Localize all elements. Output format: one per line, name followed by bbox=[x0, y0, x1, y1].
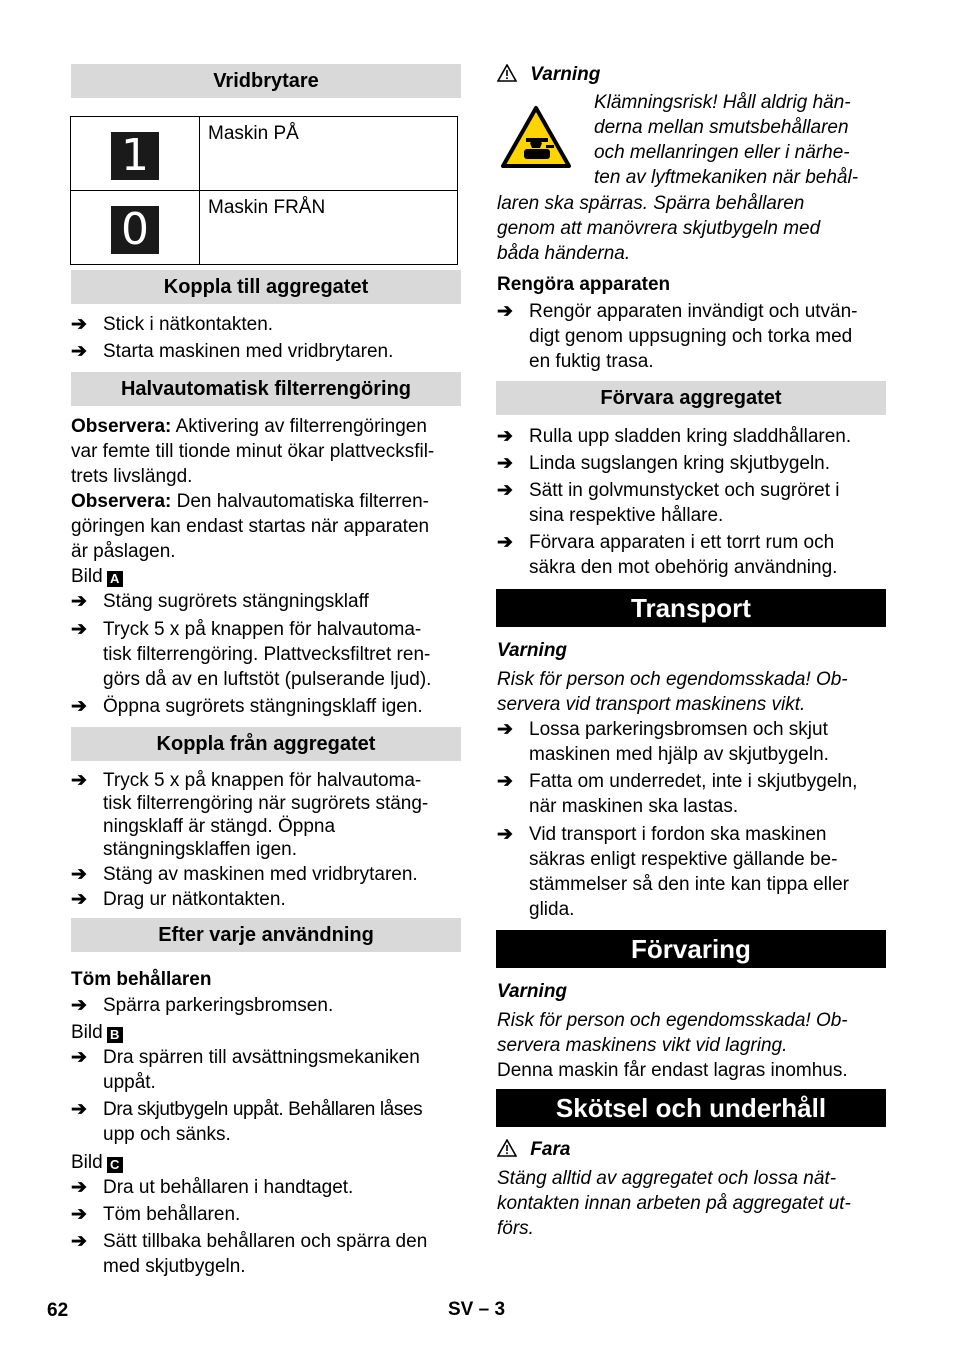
arrow-right-icon: ➔ bbox=[71, 770, 87, 791]
arrow-right-icon: ➔ bbox=[497, 532, 513, 553]
list-item: ➔ Stäng av maskinen med vridbrytaren. bbox=[71, 864, 418, 885]
list-item: ➔ Starta maskinen med vridbrytaren. bbox=[71, 341, 394, 362]
warning-triangle-icon bbox=[497, 1139, 517, 1157]
list-item: ➔ Stick i nätkontakten. bbox=[71, 314, 274, 335]
section-heading-koppla-till: Koppla till aggregatet bbox=[71, 270, 461, 304]
forvaring-warning-label: Varning bbox=[497, 981, 568, 1002]
arrow-right-icon: ➔ bbox=[497, 426, 513, 447]
list-item: ➔ Fatta om underredet, inte i skjutbygeln, när maskinen ska lastas. bbox=[497, 771, 858, 817]
list-item: ➔ Dra skjutbygeln uppåt. Behållaren låses upp och sänks. bbox=[71, 1099, 423, 1145]
arrow-right-icon: ➔ bbox=[497, 771, 513, 792]
list-item: ➔ Öppna sugrörets stängningsklaff igen. bbox=[71, 696, 423, 717]
section-heading-vridbrytare: Vridbrytare bbox=[71, 64, 461, 98]
list-item: ➔ Dra ut behållaren i handtaget. bbox=[71, 1177, 354, 1198]
arrow-right-icon: ➔ bbox=[71, 619, 87, 640]
subheading-rengora: Rengöra apparaten bbox=[497, 274, 671, 295]
arrow-right-icon: ➔ bbox=[71, 889, 87, 910]
list-item: ➔ Sätt tillbaka behållaren och spärra den med skjutbygeln. bbox=[71, 1231, 428, 1277]
section-heading-forvaring: Förvaring bbox=[496, 930, 886, 968]
list-item: ➔ Töm behållaren. bbox=[71, 1204, 241, 1225]
section-heading-efter-varje: Efter varje användning bbox=[71, 918, 461, 952]
switch-table bbox=[70, 116, 458, 265]
transport-warning-label: Varning bbox=[497, 640, 568, 661]
figure-letter-a: A bbox=[107, 571, 123, 587]
section-heading-halvautomatisk: Halvautomatisk filterrengöring bbox=[71, 372, 461, 406]
table-row bbox=[71, 117, 458, 191]
arrow-right-icon: ➔ bbox=[497, 824, 513, 845]
list-item: ➔ Förvara apparaten i ett torrt rum och säkra den mot obehörig användning. bbox=[497, 532, 838, 578]
pinch-hazard-icon bbox=[500, 105, 572, 170]
section-page-label: SV – 3 bbox=[448, 1299, 506, 1320]
list-item: ➔ Stäng sugrörets stängningsklaff bbox=[71, 591, 369, 612]
arrow-right-icon: ➔ bbox=[71, 1204, 87, 1225]
list-item: ➔ Lossa parkeringsbromsen och skjut maskinen med hjälp av skjutbygeln. bbox=[497, 719, 829, 765]
arrow-right-icon: ➔ bbox=[71, 1099, 87, 1120]
arrow-right-icon: ➔ bbox=[71, 341, 87, 362]
arrow-right-icon: ➔ bbox=[71, 314, 87, 335]
subheading-tom-behallaren: Töm behållaren bbox=[71, 969, 212, 990]
arrow-right-icon: ➔ bbox=[71, 995, 87, 1016]
arrow-right-icon: ➔ bbox=[71, 1047, 87, 1068]
note-observera-1: Observera: Aktivering av filterrengöringen bbox=[71, 416, 427, 437]
figure-ref-a: Bild A bbox=[71, 564, 123, 589]
arrow-right-icon: ➔ bbox=[71, 1231, 87, 1252]
arrow-right-icon: ➔ bbox=[497, 301, 513, 322]
section-heading-koppla-fran: Koppla från aggregatet bbox=[71, 727, 461, 761]
list-item: ➔ Rengör apparaten invändigt och utvän- digt genom uppsugning och torka med en fuktig trasa. bbox=[497, 301, 858, 372]
list-item: ➔ Tryck 5 x på knappen för halvautoma- tisk filterrengöring. Plattvecksfiltret ren- görs då av en luftstöt (pulserande ljud). bbox=[71, 619, 432, 690]
table-row bbox=[71, 191, 458, 265]
switch-symbol-off: 0 bbox=[111, 206, 159, 254]
arrow-right-icon: ➔ bbox=[71, 591, 87, 612]
list-item: ➔ Linda sugslangen kring skjutbygeln. bbox=[497, 453, 831, 474]
switch-label-off: Maskin FRÅN bbox=[200, 191, 458, 265]
arrow-right-icon: ➔ bbox=[71, 696, 87, 717]
list-item: ➔ Drag ur nätkontakten. bbox=[71, 889, 286, 910]
list-item: ➔ Spärra parkeringsbromsen. bbox=[71, 995, 334, 1016]
arrow-right-icon: ➔ bbox=[497, 480, 513, 501]
figure-ref-b: Bild B bbox=[71, 1020, 123, 1045]
list-item: ➔ Vid transport i fordon ska maskinen säkras enligt respektive gällande be- stämmelser så den inte kan tippa eller glida. bbox=[497, 824, 849, 920]
list-item: ➔ Tryck 5 x på knappen för halvautoma- tisk filterrengöring när sugrörets stäng- ningsklaff är stängd. Öppna stängningsklaffen igen. bbox=[71, 770, 429, 860]
section-heading-skotsel: Skötsel och underhåll bbox=[496, 1089, 886, 1127]
list-item: ➔ Dra spärren till avsättningsmekaniken uppåt. bbox=[71, 1047, 420, 1093]
switch-symbol-on: 1 bbox=[111, 132, 159, 180]
note-observera-2: Observera: Den halvautomatiska filterren- bbox=[71, 491, 430, 512]
figure-letter-c: C bbox=[107, 1157, 123, 1173]
danger-heading: Fara bbox=[497, 1137, 570, 1162]
warning-heading: Varning bbox=[497, 62, 600, 87]
page-number: 62 bbox=[47, 1300, 69, 1321]
switch-label-on: Maskin PÅ bbox=[200, 117, 458, 191]
arrow-right-icon: ➔ bbox=[71, 864, 87, 885]
arrow-right-icon: ➔ bbox=[71, 1177, 87, 1198]
warning-triangle-icon bbox=[497, 64, 517, 82]
list-item: ➔ Rulla upp sladden kring sladdhållaren. bbox=[497, 426, 852, 447]
section-heading-transport: Transport bbox=[496, 589, 886, 627]
section-heading-forvara: Förvara aggregatet bbox=[496, 381, 886, 415]
figure-letter-b: B bbox=[107, 1027, 123, 1043]
arrow-right-icon: ➔ bbox=[497, 719, 513, 740]
figure-ref-c: Bild C bbox=[71, 1150, 123, 1175]
list-item: ➔ Sätt in golvmunstycket och sugröret i sina respektive hållare. bbox=[497, 480, 840, 526]
arrow-right-icon: ➔ bbox=[497, 453, 513, 474]
